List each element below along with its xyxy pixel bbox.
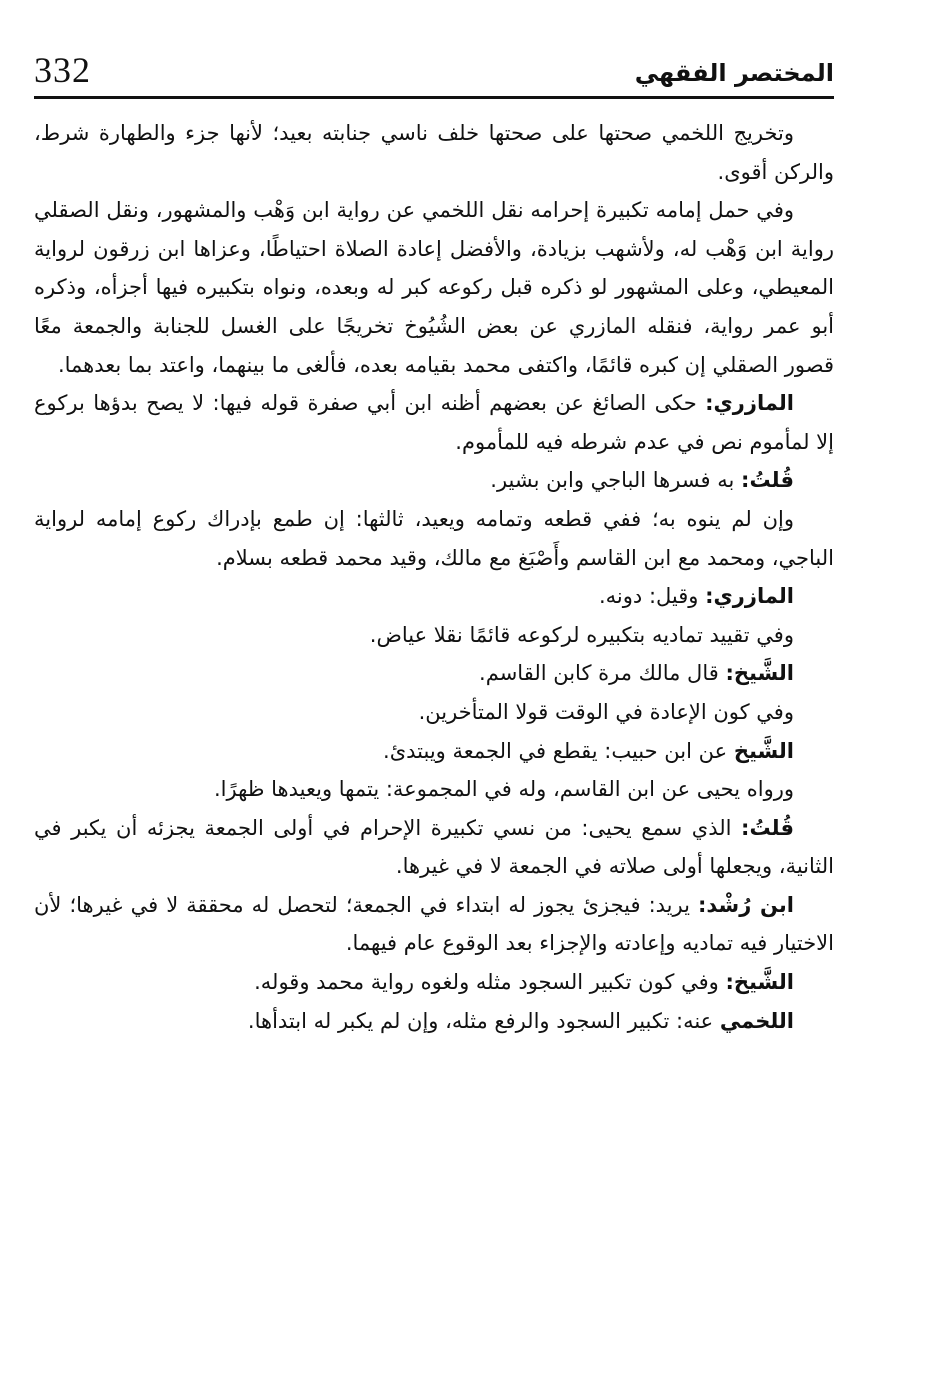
paragraph [34, 654, 834, 693]
page-number: 332 [34, 50, 91, 90]
paragraph-lead: قُلتُ: [741, 815, 794, 840]
paragraph-text: وفي كون الإعادة في الوقت قولا المتأخرين. [418, 699, 794, 724]
paragraph [34, 809, 834, 886]
header-rule [34, 96, 834, 99]
paragraph [34, 616, 834, 655]
paragraph [34, 114, 834, 191]
paragraph-lead: الشَّيخ [733, 738, 794, 763]
paragraph [34, 191, 834, 384]
paragraph-text: وفي تقييد تماديه بتكبيره لركوعه قائمًا نقلا عياض. [369, 622, 794, 647]
paragraph-text: وتخريج اللخمي صحتها على صحتها خلف ناسي جنابته بعيد؛ لأنها جزء والطهارة شرط، والركن أقوى. [34, 121, 834, 184]
paragraph [34, 732, 834, 771]
paragraph-text: وفي كون تكبير السجود مثله ولغوه رواية محمد وقوله. [254, 970, 726, 995]
paragraph-text: وقيل: دونه. [599, 584, 706, 609]
paragraph [34, 384, 834, 461]
paragraph-lead: المازري: [705, 584, 794, 609]
paragraph-text: الذي سمع يحيى: من نسي تكبيرة الإحرام في أولى الجمعة يجزئه أن يكبر في الثانية، ويجعلها أولى صلاته في الجمعة لا في غيرها. [34, 815, 834, 879]
paragraph [34, 770, 834, 809]
paragraph-text: عنه: تكبير السجود والرفع مثله، وإن لم يكبر له ابتدأها. [247, 1008, 720, 1033]
paragraph [34, 577, 834, 616]
paragraph-text: عن ابن حبيب: يقطع في الجمعة ويبتدئ. [383, 738, 734, 763]
paragraph-text: وفي حمل إمامه تكبيرة إحرامه نقل اللخمي عن رواية ابن وَهْب والمشهور، ونقل الصقلي رواية ابن وَهْب له، ولأشهب بزيادة، والأفضل إعادة الصلاة احتياطًا، وعزاها ابن زرقون لرواية المعيطي، وعلى المشهور لو ذكره قبل ركوعه كبر له وبعده، ونواه بتكبيره فيها أجزأه، وذكره أبو عمر رواية، فنقله المازري عن بعض الشُيُوخ تخريجًا على الغسل للجنابة والجمعة معًا قصور الصقلي إن كبره قائمًا، واكتفى محمد بقيامه بعده، فألغى ما بينهما، واعتد بما بعدهما. [34, 198, 834, 377]
paragraph-text: به فسرها الباجي وابن بشير. [490, 468, 742, 493]
paragraph [34, 693, 834, 732]
paragraph-lead: اللخمي [719, 1008, 794, 1033]
paragraph-text: يريد: فيجزئ يجوز له ابتداء في الجمعة؛ لتحصل له محققة لا في غيرها؛ لأن الاختيار فيه تماديه وإعادته والإجزاء بعد الوقوع عام فيهما. [34, 892, 834, 956]
paragraph [34, 963, 834, 1002]
paragraph [34, 461, 834, 500]
paragraph-text: قال مالك مرة كابن القاسم. [479, 661, 726, 686]
paragraph-lead: الشَّيخ: [725, 970, 794, 995]
paragraph-lead: المازري: [705, 391, 794, 416]
paragraph-lead: الشَّيخ: [725, 661, 794, 686]
paragraph-text: وإن لم ينوه به؛ ففي قطعه وتمامه ويعيد، ثالثها: إن طمع بإدراك ركوع إمامه لرواية الباجي، ومحمد مع ابن القاسم وأَصْبَغ مع مالك، وقيد محمد قطعه بسلام. [34, 506, 834, 570]
paragraph-text: ورواه يحيى عن ابن القاسم، وله في المجموعة: يتمها ويعيدها ظهرًا. [213, 777, 794, 802]
paragraph [34, 500, 834, 577]
page-header [34, 48, 834, 96]
paragraph [34, 886, 834, 963]
paragraph-lead: ابن رُشْد: [698, 892, 794, 917]
running-title: المختصر الفقهي [634, 59, 834, 87]
paragraph-lead: قُلتُ: [741, 468, 794, 493]
paragraph-text: حكى الصائغ عن بعضهم أظنه ابن أبي صفرة قوله فيها: لا يصح بدؤها بركوع إلا لمأموم نص في عدم شرطه فيه للمأموم. [34, 391, 834, 454]
body-text [34, 114, 834, 1040]
paragraph [34, 1002, 834, 1041]
